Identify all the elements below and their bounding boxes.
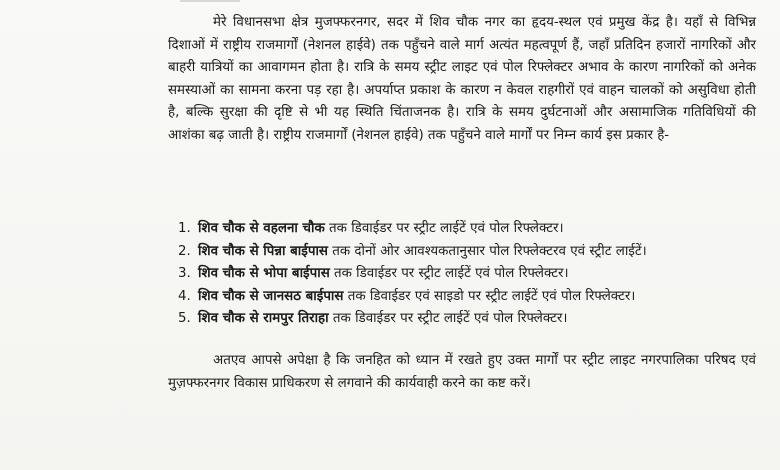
list-item (168, 286, 758, 309)
list-item-number: 5. (178, 311, 191, 327)
list-item-work: तक डिवाईडर एवं साइडो पर स्ट्रीट लाईटें एवं पोल रिफ्लेक्टर। (343, 288, 636, 304)
list-item (168, 218, 758, 241)
list-item-route: शिव चौक से वहलना चौक (198, 221, 325, 236)
list-item-number: 2. (178, 243, 191, 259)
list-item-number: 1. (178, 221, 191, 236)
list-item (168, 263, 758, 286)
intro-paragraph: मेरे विधानसभा क्षेत्र मुजफ्फरनगर, सदर में शिव चौक नगर का हृदय-स्थल एवं प्रमुख केंद्र है। यहाँ से विभिन्न दिशाओं में राष्ट्रीय राजमार्गों (नेशनल हाईवे) तक पहुँचने वाले मार्ग अत्यंत महत्वपूर्ण हैं, जहाँ प्रतिदिन हजारों नागरिकों और बाहरी यात्रियों का आवागमन होता है। रात्रि के समय स्ट्रीट लाइट एवं पोल रिफ्लेक्टर अभाव के कारण नागरिकों को अनेक समस्याओं का सामना करना पड़ रहा है। अपर्याप्त प्रकाश के कारण न केवल राहगीरों एवं वाहन चालकों को असुविधा होती है, बल्कि सुरक्षा की दृष्टि से भी यह स्थिति चिंताजनक है। रात्रि के समय दुर्घटनाओं और असामाजिक गतिविधियों की आशंका बढ़ जाती है। राष्ट्रीय राजमार्गों (नेशनल हाईवे) तक पहुँचने वाले मार्गों पर निम्न कार्य इस प्रकार है- (168, 15, 756, 143)
scan-edge-mark (180, 0, 240, 2)
list-item-work: तक दोनों ओर आवश्यकतानुसार पोल रिफ्लेक्टरव एवं स्ट्रीट लाईटें। (327, 243, 647, 259)
list-item (168, 241, 758, 264)
work-list (168, 218, 758, 331)
list-item-work: तक डिवाईडर पर स्ट्रीट लाईटें एवं पोल रिफ्लेक्टर। (329, 266, 569, 282)
list-item-work: तक डिवाईडर पर स्ट्रीट लाईटें एवं पोल रिफ्लेक्टर। (328, 311, 568, 327)
list-item-route: शिव चौक से भोपा बाईपास (198, 266, 330, 282)
list-item-work: तक डिवाईडर पर स्ट्रीट लाईटें एवं पोल रिफ्लेक्टर। (324, 221, 564, 236)
list-item-route: शिव चौक से रामपुर तिराहा (198, 311, 329, 327)
list-item-number: 4. (178, 288, 191, 304)
closing-paragraph: अतएव आपसे अपेक्षा है कि जनहित को ध्यान में रखते हुए उक्त मार्गों पर स्ट्रीट लाइट नगरपालिका परिषद एवं मुज़फ्फरनगर विकास प्राधिकरण से लगवाने की कार्यवाही करने का कष्ट करें। (168, 353, 756, 391)
list-item-route: शिव चौक से पिन्ना बाईपास (198, 243, 328, 259)
list-item-number: 3. (178, 266, 191, 282)
list-item-route: शिव चौक से जानसठ बाईपास (198, 288, 344, 304)
list-item (168, 308, 758, 331)
